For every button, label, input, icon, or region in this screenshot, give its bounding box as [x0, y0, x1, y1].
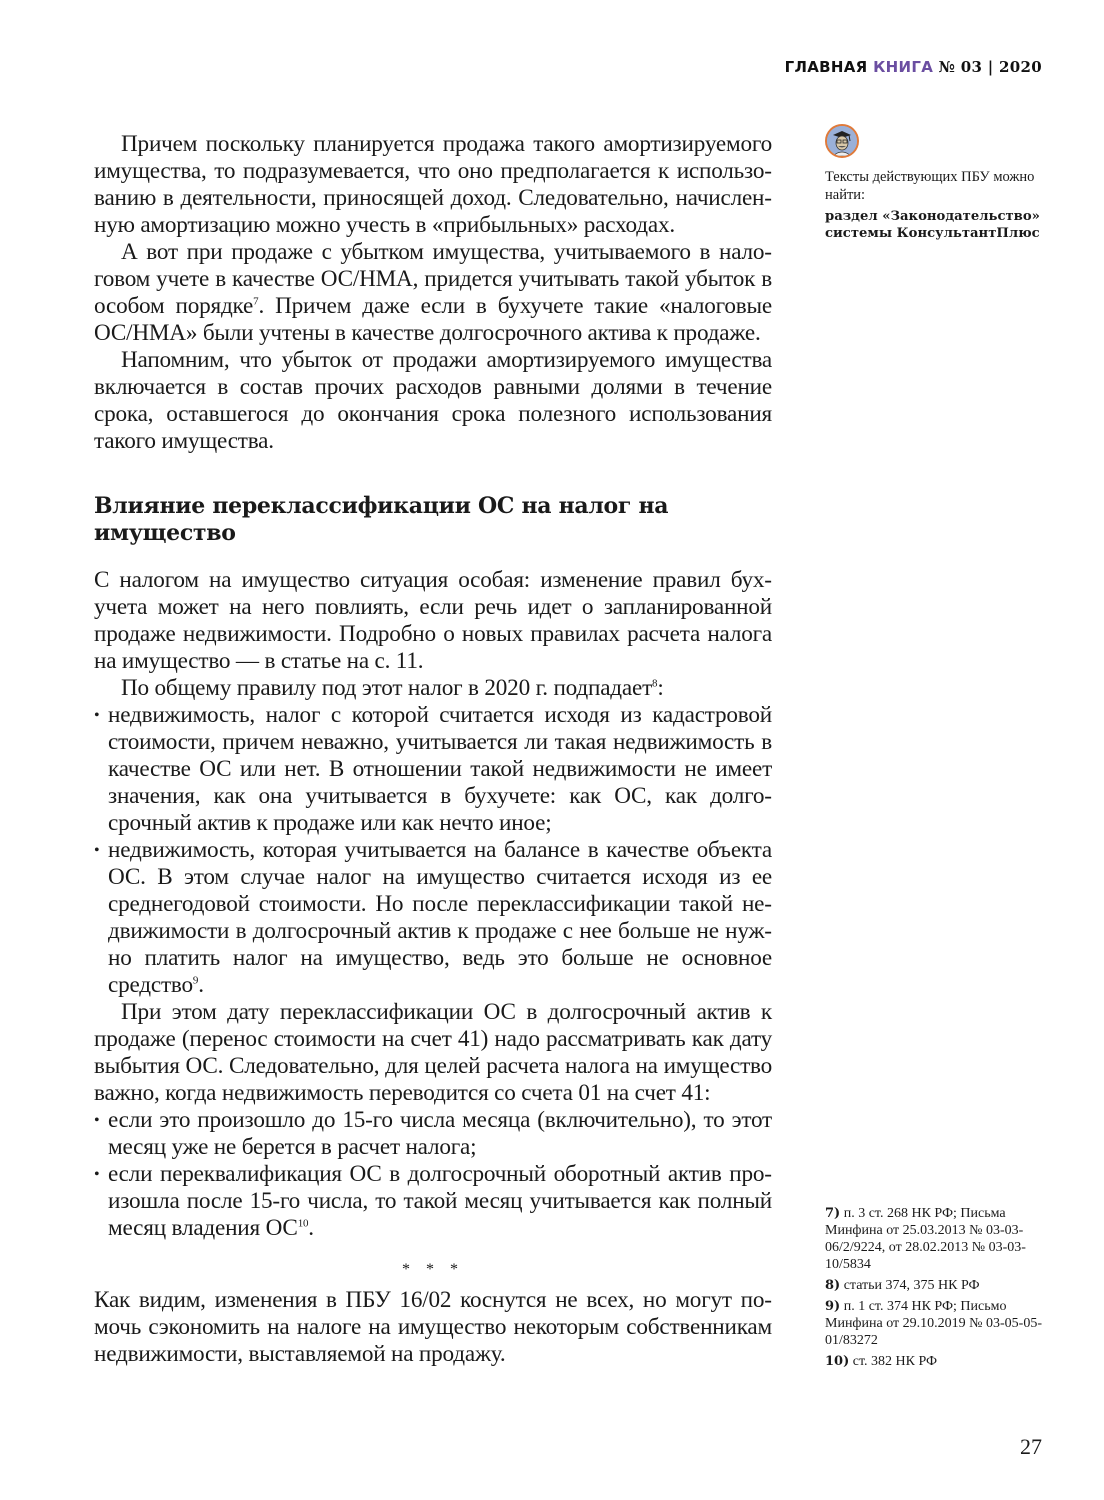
footnote-number: 8) [825, 1278, 841, 1293]
article-body [94, 131, 772, 1368]
footnote [825, 1298, 1065, 1349]
page-number: 27 [1020, 1434, 1042, 1459]
footnote [825, 1277, 1065, 1294]
paragraph-text: . Причем даже если в бухучете такие «налоговые ОС/НМА» были учтены в качестве долгосрочного актива к продаже. [94, 293, 773, 346]
list-item-text: если переквалификация ОС в долгосрочный оборотный актив произошла после 15-го числа, то такой месяц учитывается как полный месяц владения ОС [108, 1161, 772, 1241]
footnote-number: 7) [825, 1206, 841, 1221]
sidebar-note [825, 124, 1055, 242]
footnote-ref[interactable]: 8 [652, 677, 658, 690]
paragraph-text: А вот при продаже с убытком имущества, учитываемого в налоговом учете в качестве ОС/НМА, придется учитывать такой убыток в особом порядке [94, 239, 772, 319]
professor-avatar-icon [825, 124, 859, 158]
bullet-icon: • [94, 1112, 100, 1129]
footnote-text: п. 3 ст. 268 НК РФ; Письма Минфина от 25.03.2013 № 03-03-06/2/9224, от 28.02.2013 № 03-03-10/5834 [825, 1206, 1026, 1272]
footnote-ref[interactable]: 7 [253, 295, 259, 308]
magazine-header [785, 58, 1042, 76]
footnotes [825, 1205, 1065, 1374]
sidebar-note-source: раздел «Законодательство» системы КонсультантПлюс [825, 209, 1040, 241]
footnote [825, 1353, 1065, 1370]
footnote-text: п. 1 ст. 374 НК РФ; Письмо Минфина от 29.10.2019 № 03-05-05-01/83272 [825, 1299, 1042, 1348]
paragraph [94, 239, 772, 347]
section-heading: Влияние переклассификации ОС на налог на имущество [94, 493, 669, 546]
paragraph-text: По общему правилу под этот налог в 2020 г. подпадает [121, 675, 653, 701]
paragraph: При этом дату переклассификации ОС в долгосрочный актив к продаже (перенос стоимости на счет 41) надо рассматривать как дату выбытия ОС. Следовательно, для целей расчета налога на имущество важно, когда недвижимость переводится со счета 01 на счет 41: [94, 999, 772, 1106]
section-separator: * * * [402, 1261, 464, 1278]
issue-number: № 03 | 2020 [938, 58, 1042, 76]
bullet-icon: • [94, 842, 100, 859]
list-item-text: недвижимость, которая учитывается на балансе в качестве объекта ОС. В этом случае налог на имущество считается исходя из ее среднегодовой стоимости. Но после переклассификации такой недвижимости в долгосрочный актив к продаже с нее больше не нужно платить налог на имущество, ведь это больше не основное средство [108, 837, 772, 998]
paragraph: Как видим, изменения в ПБУ 16/02 коснутся не всех, но могут помочь сэкономить на налоге на имущество некоторым собственникам недвижимости, выставляемой на продажу. [94, 1287, 772, 1367]
brand-name-part1: ГЛАВНАЯ [784, 58, 868, 76]
paragraph: Напомним, что убыток от продажи амортизируемого имущества включается в состав прочих расходов равными долями в течение срока, оставшегося до окончания срока полезного использования такого имущества. [94, 347, 772, 454]
bullet-icon: • [94, 707, 100, 724]
list-item [94, 1161, 772, 1242]
footnote [825, 1205, 1065, 1273]
paragraph-text: : [657, 675, 664, 701]
list-item-text: . [308, 1215, 314, 1241]
footnote-number: 9) [825, 1299, 841, 1314]
list-item [94, 837, 772, 999]
list-item-text: недвижимость, налог с которой считается исходя из кадастровой стоимости, причем неважно, учитывается ли такая недвижимость в качестве ОС или нет. В отношении такой недвижимости не имеет значения, как она учитывается в бухучете: как ОС, как долгосрочный актив к продаже или как нечто иное; [108, 702, 772, 836]
paragraph: С налогом на имущество ситуация особая: изменение правил бухучета может на него повлиять, если речь идет о запланированной продаже недвижимости. Подробно о новых правилах расчета налога на имущество — в статье на с. 11. [94, 567, 772, 674]
brand-name-part2: КНИГА [873, 58, 934, 76]
footnote-text: статьи 374, 375 НК РФ [843, 1278, 980, 1293]
paragraph [94, 675, 772, 702]
bullet-list [94, 702, 772, 999]
sidebar-note-text: Тексты действующих ПБУ можно найти: [825, 169, 1035, 203]
bullet-icon: • [94, 1166, 100, 1183]
footnote-ref[interactable]: 10 [297, 1217, 309, 1230]
list-item-text: . [198, 972, 204, 998]
list-item [94, 702, 772, 837]
list-item-text: если это произошло до 15-го числа месяца (включительно), то этот месяц уже не берется в расчет налога; [108, 1107, 772, 1160]
footnote-ref[interactable]: 9 [192, 974, 199, 987]
list-item [94, 1107, 772, 1161]
footnote-number: 10) [825, 1354, 850, 1369]
bullet-list [94, 1107, 772, 1242]
paragraph: Причем поскольку планируется продажа такого амортизируемого имущества, то подразумевается, что оно предполагается к использованию в деятельности, приносящей доход. Следовательно, начисленную амортизацию можно учесть в «прибыльных» расходах. [94, 131, 772, 238]
footnote-text: ст. 382 НК РФ [852, 1354, 938, 1369]
